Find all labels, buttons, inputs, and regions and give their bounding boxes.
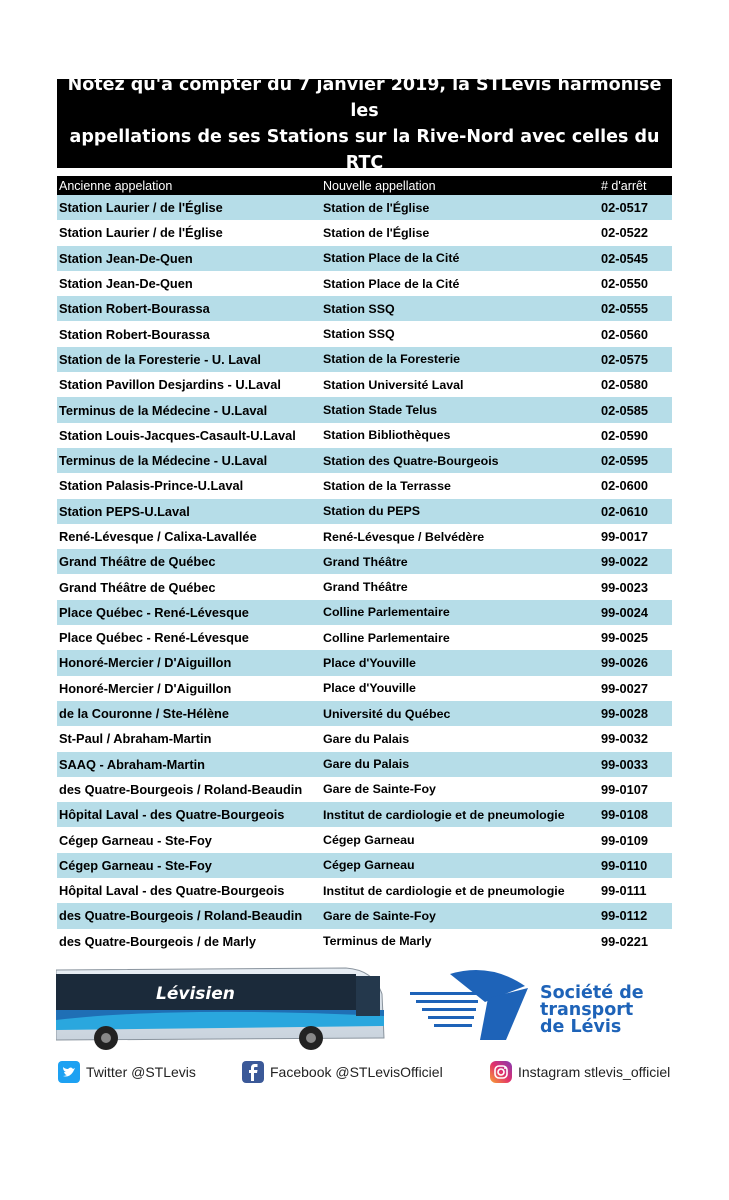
table-row xyxy=(57,903,672,928)
new-name-cell: Grand Théâtre xyxy=(323,554,408,569)
new-name-cell: Gare du Palais xyxy=(323,731,410,746)
table-row xyxy=(57,246,672,271)
table-row xyxy=(57,321,672,346)
new-name-cell: Place d'Youville xyxy=(323,655,416,670)
old-name-cell: Station Jean-De-Quen xyxy=(59,250,193,266)
stop-number-cell: 02-0560 xyxy=(601,326,648,342)
twitter-icon xyxy=(58,1061,80,1083)
table-row xyxy=(57,650,672,675)
stop-number-cell: 99-0017 xyxy=(601,529,648,544)
instagram-handle: Instagram stlevis_officiel xyxy=(518,1064,671,1080)
table-row xyxy=(57,372,672,397)
bus-image xyxy=(56,964,386,1052)
stlevis-logo-text xyxy=(540,985,644,1036)
instagram-link[interactable] xyxy=(490,1058,670,1086)
stop-number-cell: 99-0107 xyxy=(601,781,648,797)
table-row xyxy=(57,625,672,650)
table-row xyxy=(57,549,672,574)
table-row xyxy=(57,524,672,549)
logo-line-2: transport xyxy=(540,1000,634,1020)
table-row xyxy=(57,195,672,220)
bus-label: Lévisien xyxy=(156,984,235,1004)
stop-number-cell: 02-0555 xyxy=(601,301,648,317)
table-row xyxy=(57,701,672,726)
facebook-icon xyxy=(242,1061,264,1083)
old-name-cell: Station Palasis-Prince-U.Laval xyxy=(59,478,244,494)
new-name-cell: Colline Parlementaire xyxy=(323,605,450,620)
instagram-icon xyxy=(490,1061,512,1083)
new-name-cell: Station de l'Église xyxy=(323,225,430,240)
table-row xyxy=(57,473,672,498)
notice-line-1: Notez qu'à compter du 7 janvier 2019, la STLévis harmonise les xyxy=(67,74,662,121)
new-name-cell: René-Lévesque / Belvédère xyxy=(323,529,485,544)
stop-number-cell: 99-0022 xyxy=(601,554,648,570)
old-name-cell: St-Paul / Abraham-Martin xyxy=(59,731,212,747)
table-row xyxy=(57,878,672,903)
stop-number-cell: 02-0610 xyxy=(601,503,648,519)
old-name-cell: Place Québec - René-Lévesque xyxy=(59,630,249,646)
stop-number-cell: 99-0221 xyxy=(601,933,648,949)
table-row xyxy=(57,802,672,827)
old-name-cell: Station PEPS-U.Laval xyxy=(59,503,190,519)
stop-number-cell: 99-0028 xyxy=(601,706,648,722)
old-name-cell: René-Lévesque / Calixa-Lavallée xyxy=(59,529,257,544)
stations-table xyxy=(57,176,672,954)
new-name-cell: Institut de cardiologie et de pneumologie xyxy=(323,883,565,898)
stop-number-cell: 99-0023 xyxy=(601,579,648,595)
facebook-handle: Facebook @STLevisOfficiel xyxy=(270,1064,443,1080)
stop-number-cell: 99-0108 xyxy=(601,807,648,823)
table-row xyxy=(57,499,672,524)
old-name-cell: Station Pavillon Desjardins - U.Laval xyxy=(59,377,281,393)
notice-banner xyxy=(57,74,672,173)
stop-number-cell: 02-0517 xyxy=(601,200,648,216)
old-name-cell: Cégep Garneau - Ste-Foy xyxy=(59,832,212,848)
old-name-cell: SAAQ - Abraham-Martin xyxy=(59,756,205,772)
stop-number-cell: 99-0110 xyxy=(601,857,648,873)
stop-number-cell: 02-0600 xyxy=(601,478,648,494)
table-row xyxy=(57,752,672,777)
old-name-cell: Station Jean-De-Quen xyxy=(59,276,193,292)
old-name-cell: Grand Théâtre de Québec xyxy=(59,554,216,570)
old-name-cell: Terminus de la Médecine - U.Laval xyxy=(59,453,268,469)
twitter-link[interactable] xyxy=(58,1058,196,1086)
stop-number-cell: 02-0550 xyxy=(601,276,648,292)
stop-number-cell: 02-0585 xyxy=(601,402,648,418)
old-name-cell: de la Couronne / Ste-Hélène xyxy=(59,706,229,722)
new-name-cell: Station de la Foresterie xyxy=(323,352,461,367)
stop-number-cell: 99-0026 xyxy=(601,655,648,671)
stop-number-cell: 99-0027 xyxy=(601,680,648,696)
old-name-cell: Station Robert-Bourassa xyxy=(59,326,210,342)
twitter-handle: Twitter @STLevis xyxy=(86,1064,196,1080)
old-name-cell: Place Québec - René-Lévesque xyxy=(59,604,249,620)
new-name-cell: Grand Théâtre xyxy=(323,580,408,595)
table-row xyxy=(57,600,672,625)
new-name-cell: Place d'Youville xyxy=(323,681,416,696)
stop-number-cell: 99-0024 xyxy=(601,604,648,620)
stop-number-cell: 02-0575 xyxy=(601,351,648,367)
stop-number-cell: 02-0522 xyxy=(601,225,648,241)
old-name-cell: Terminus de la Médecine - U.Laval xyxy=(59,402,268,418)
old-name-cell: Honoré-Mercier / D'Aiguillon xyxy=(59,655,232,671)
stop-number-cell: 02-0545 xyxy=(601,250,648,266)
new-name-cell: Université du Québec xyxy=(323,706,451,721)
stop-number-cell: 99-0111 xyxy=(601,883,647,899)
old-name-cell: Grand Théâtre de Québec xyxy=(59,579,216,595)
table-header xyxy=(57,176,672,195)
table-row xyxy=(57,296,672,321)
new-name-cell: Gare du Palais xyxy=(323,757,410,772)
new-name-cell: Station Bibliothèques xyxy=(323,428,451,443)
stop-number-cell: 99-0109 xyxy=(601,832,648,848)
stop-number-cell: 02-0590 xyxy=(601,427,648,443)
new-name-cell: Station des Quatre-Bourgeois xyxy=(323,453,499,468)
stop-number-cell: 99-0033 xyxy=(601,756,648,772)
new-name-cell: Cégep Garneau xyxy=(323,858,415,873)
header-stop-number: # d'arrêt xyxy=(601,178,647,193)
logo-line-3: de Lévis xyxy=(540,1017,622,1037)
new-name-cell: Station de la Terrasse xyxy=(323,478,451,493)
stop-number-cell: 99-0112 xyxy=(601,908,648,924)
stop-number-cell: 99-0025 xyxy=(601,630,648,646)
table-row xyxy=(57,777,672,802)
new-name-cell: Cégep Garneau xyxy=(323,833,415,848)
old-name-cell: Hôpital Laval - des Quatre-Bourgeois xyxy=(59,883,285,899)
header-new-name: Nouvelle appellation xyxy=(323,178,436,193)
new-name-cell: Terminus de Marly xyxy=(323,934,432,949)
new-name-cell: Institut de cardiologie et de pneumologie xyxy=(323,807,565,822)
table-row xyxy=(57,271,672,296)
table-row xyxy=(57,929,672,954)
notice-line-2: appellations de ses Stations sur la Rive-Nord avec celles du RTC xyxy=(69,126,660,173)
new-name-cell: Gare de Sainte-Foy xyxy=(323,782,436,797)
table-row xyxy=(57,574,672,599)
table-row xyxy=(57,726,672,751)
table-row xyxy=(57,448,672,473)
new-name-cell: Station Université Laval xyxy=(323,377,464,392)
header-old-name: Ancienne appelation xyxy=(59,178,173,193)
table-row xyxy=(57,676,672,701)
new-name-cell: Station de l'Église xyxy=(323,200,430,215)
table-body xyxy=(57,195,672,954)
table-row xyxy=(57,853,672,878)
old-name-cell: Hôpital Laval - des Quatre-Bourgeois xyxy=(59,807,285,823)
new-name-cell: Station SSQ xyxy=(323,301,395,316)
old-name-cell: Cégep Garneau - Ste-Foy xyxy=(59,857,212,873)
old-name-cell: Honoré-Mercier / D'Aiguillon xyxy=(59,680,232,696)
stop-number-cell: 02-0595 xyxy=(601,453,648,469)
table-row xyxy=(57,220,672,245)
facebook-link[interactable] xyxy=(242,1058,443,1086)
new-name-cell: Colline Parlementaire xyxy=(323,630,450,645)
table-row xyxy=(57,423,672,448)
new-name-cell: Station Place de la Cité xyxy=(323,251,460,266)
logo-line-1: Société de xyxy=(540,983,644,1003)
stop-number-cell: 99-0032 xyxy=(601,731,648,747)
old-name-cell: des Quatre-Bourgeois / Roland-Beaudin xyxy=(59,781,303,797)
old-name-cell: des Quatre-Bourgeois / de Marly xyxy=(59,933,256,949)
new-name-cell: Station Place de la Cité xyxy=(323,276,460,291)
old-name-cell: Station Laurier / de l'Église xyxy=(59,225,223,241)
new-name-cell: Gare de Sainte-Foy xyxy=(323,908,436,923)
old-name-cell: Station de la Foresterie - U. Laval xyxy=(59,351,261,367)
old-name-cell: des Quatre-Bourgeois / Roland-Beaudin xyxy=(59,908,303,924)
table-row xyxy=(57,827,672,852)
old-name-cell: Station Laurier / de l'Église xyxy=(59,200,223,216)
table-row xyxy=(57,397,672,422)
new-name-cell: Station Stade Telus xyxy=(323,403,438,418)
new-name-cell: Station du PEPS xyxy=(323,504,421,519)
stop-number-cell: 02-0580 xyxy=(601,377,648,393)
old-name-cell: Station Louis-Jacques-Casault-U.Laval xyxy=(59,427,296,443)
old-name-cell: Station Robert-Bourassa xyxy=(59,301,210,317)
table-row xyxy=(57,347,672,372)
new-name-cell: Station SSQ xyxy=(323,327,395,342)
